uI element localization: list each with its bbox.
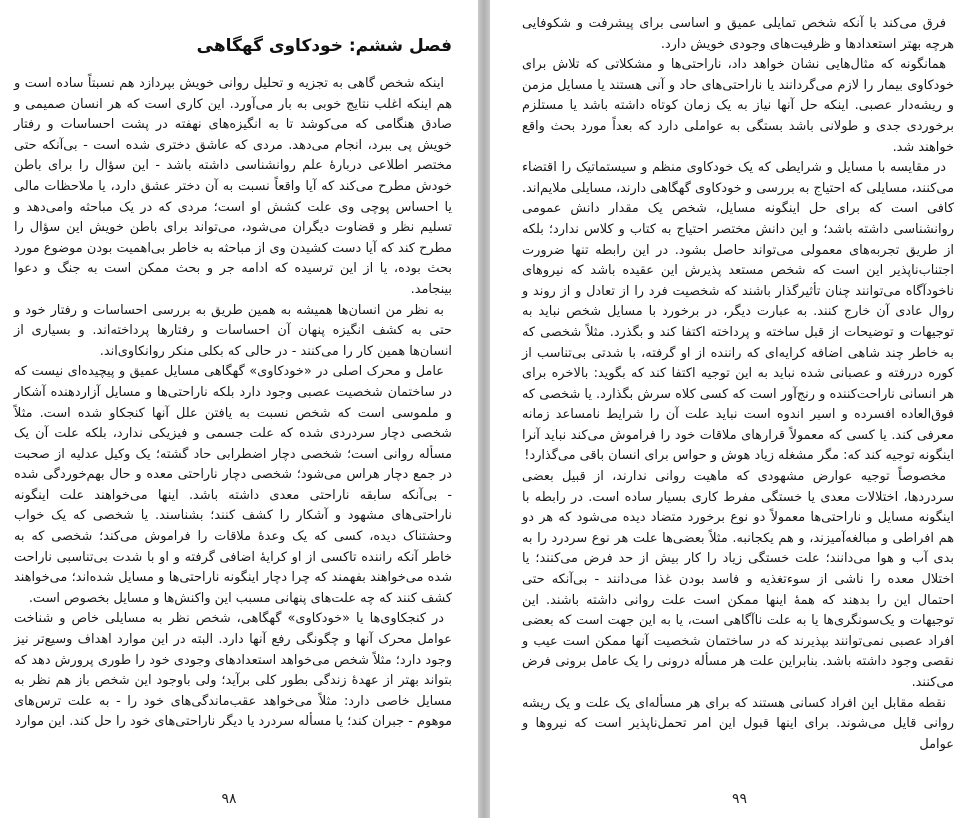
right-page-body xyxy=(522,14,954,755)
left-page-body xyxy=(14,74,452,733)
page-number-left: ۹۸ xyxy=(221,791,237,807)
chapter-title: فصل ششم: خودکاوی گهگاهی xyxy=(196,36,452,56)
paragraph: در مقایسه با مسایل و شرایطی که یک خودکاوی منظم و سیستماتیک را اقتضاء می‌کنند، مسایلی که احتیاج به بررسی و خودکاوی گهگاهی دارند، مسایلی ملایم‌اند. کافی است که برای حل اینگونه مسایل، شخص یک مقدار دانش عمومی روانشناسی داشته باشد؛ و این دانش مختصر احتیاج به کتاب و کلاس ندارد؛ بلکه از طریق تجربه‌های معمولی می‌تواند حاصل بشود. در این رابطه تنها ضرورت اجتناب‌ناپذیر این است که شخص مستعد پذیرش این عقیده باشد که نیروهای ناخودآگاه می‌توانند چنان تأثیرگذار باشند که شخصیت فرد را از تعادل و از روند و روال عادی آن خارج کنند. به عبارت دیگر، در برخورد با مسایل شخص نباید به توجیهات و توضیحات از قبل ساخته و پرداخته اکتفا کند و بگذرد. مثلاً شخصی که به خاطر چند شاهی اضافه کرایه‌ای که راننده از او گرفته، با شدتی بی‌تناسب از کوره دررفته و عصبانی شده نباید به این توجیه اکتفا کند که بگوید: بالاخره برای هر انسانی ناراحت‌کننده و رنج‌آور است که کسی کلاه سرش بگذارد. یا شخصی که فوق‌العاده افسرده و اسیر اندوه است نباید علت آن را شرایط نامساعد زمانه معرفی کند. یا کسی که معمولاً قرارهای ملاقات خود را فراموش می‌کند نباید آنرا اینگونه توجیه کند که: مگر مشغله زیاد هوش و حواس برای انسان باقی می‌گذارد! xyxy=(522,160,954,464)
paragraph: نقطه مقابل این افراد کسانی هستند که برای هر مسأله‌ای یک علت و یک ریشه روانی قایل می‌شوند. برای اینها قبول این امر تحمل‌ناپذیر است که نیروها و عوامل xyxy=(522,695,954,752)
paragraph: به نظر من انسان‌ها همیشه به همین طریق به بررسی احساسات و رفتار خود و حتی به کشف انگیزه پنهان آن احساسات و رفتارها پرداخته‌اند. و بسیاری از انسان‌ها همین کار را می‌کنند - در حالی که بکلی منکر روانکاوی‌اند. xyxy=(14,302,452,359)
book-gutter xyxy=(478,0,490,818)
paragraph: همانگونه که مثال‌هایی نشان خواهد داد، ناراحتی‌ها و مشکلاتی که تلاش برای خودکاوی بیمار را لازم می‌گردانند یا ناراحتی‌های حاد و آنی هستند یا مسایل مزمن و ریشه‌دار عصبی. اینکه حل آنها نیاز به یک زمان کوتاه داشته باشد یا مستلزم برخوردی جدی و طولانی باشد بستگی به عواملی دارد که بعداً مورد بحث واقع خواهند شد. xyxy=(522,57,954,155)
paragraph: فرق می‌کند با آنکه شخص تمایلی عمیق و اساسی برای پیشرفت و شکوفایی هرچه بهتر استعدادها و ظرفیت‌های وجودی خویش دارد. xyxy=(522,16,954,52)
left-page xyxy=(0,0,478,818)
paragraph: مخصوصاً توجیه عوارض مشهودی که ماهیت روانی ندارند، از قبیل بعضی سردردها، اختلالات معدی یا خستگی مفرط کاری بسیار ساده است. در رابطه با اینگونه مسایل و ناراحتی‌ها معمولاً دو نوع برخورد متضاد دیده می‌شود که هر دو هم افراطی و مبالغه‌آمیزند، و هم یکجانبه. مثلاً بعضی‌ها علت هر نوع سردرد را به بدی آب و هوا می‌دانند؛ علت خستگی زیاد را کار بیش از حد فرض می‌کنند؛ یا اختلال معده را ناشی از سوءتغذیه و فاسد بودن غذا می‌دانند - بی‌آنکه حتی احتمال این را بدهند که همهٔ اینها ممکن است علت روانی داشته باشند. این توجیهات و یک‌سونگری‌ها یا به علت ناآگاهی است، یا به این جهت است که بعضی افراد عصبی نمی‌توانند بپذیرند که در ساختمان شخصیت آنها ممکن است عیب و نقصی وجود داشته باشد. بنابراین علت هر مسأله درونی را یک عامل برونی فرض می‌کنند. xyxy=(522,469,954,690)
page-number-right: ۹۹ xyxy=(731,791,748,807)
paragraph: عامل و محرک اصلی در «خودکاوی» گهگاهی مسایل عمیق و پیچیده‌ای نیست که در ساختمان شخصیت عصبی وجود دارد بلکه ناراحتی‌ها و مسایل آزاردهنده آشکار و ملموسی است که شخص نسبت به یافتن علل آنها کنجکاو شده است. مثلاً شخصی دچار سردردی شده که علت جسمی و فیزیکی ندارد، بلکه علت آن یک مسأله روانی است؛ شخصی دچار اضطرابی حاد گشته؛ یک وکیل عدلیه از صحبت در جمع دچار هراس می‌شود؛ شخصی دچار ناراحتی معده و حال بهم‌خوردگی شده - بی‌آنکه سابقه ناراحتی معدی داشته باشد. اینها می‌خواهند علت اینگونه ناراحتی‌های مشهود و آشکار را کشف کنند؛ بشناسند. یا شخصی که یک خواب وحشتناک دیده، کسی که یک وعدهٔ ملاقات را فراموش می‌کند؛ شخصی که به خاطر آنکه راننده تاکسی از او کرایهٔ اضافی گرفته و او با شدت بی‌تناسبی ناراحت شده می‌خواهند بفهمند که چرا دچار اینگونه ناراحتی‌ها و مسایل شده‌اند؛ می‌خواهند کشف کنند که چه علت‌های پنهانی مسبب این واکنش‌ها و مسایل بخصوص است. xyxy=(14,364,452,606)
paragraph: در کنجکاوی‌ها یا «خودکاوی» گهگاهی، شخص نظر به مسایلی خاص و شناخت عوامل محرک آنها و چگونگی رفع آنها دارد. البته در این موارد اهداف وسیع‌تر نیز وجود دارد؛ مثلاً شخص می‌خواهد استعدادهای وجودی خود را طوری پرورش دهد که بتواند بهتر از عهدهٔ زندگی بطور کلی برآید؛ ولی باوجود این شخص باز هم نظر به مسایل خاصی دارد: مثلاً می‌خواهد عقب‌ماندگی‌های خود را - به علت ترس‌های موهوم - جبران کند؛ یا مسأله سردرد یا دیگر ناراحتی‌های خود را حل کند. این موارد xyxy=(14,611,452,730)
right-page xyxy=(490,0,969,818)
paragraph: اینکه شخص گاهی به تجزیه و تحلیل روانی خویش بپردازد هم نسبتاً ساده است و هم اینکه اغلب نتایج خوبی به بار می‌آورد. این کاری است که هر انسان صمیمی و صادق هنگامی که می‌کوشد تا به انگیزه‌های نهفته در پشت احساسات و رفتار خویش پی ببرد، انجام می‌دهد. مردی که عاشق دختری شده است - بی‌آنکه حتی مختصر اطلاعی دربارهٔ علم روانشناسی داشته باشد - این سؤال را برای باطن خودش مطرح می‌کند که آیا واقعاً نسبت به آن دختر عشق دارد، یا ملاحظات مالی یا احساس پوچی وی علت کشش او است؛ مردی که در یک مباحثه وامی‌دهد و تسلیم نظر و قضاوت دیگران می‌شود، می‌تواند برای باطن خویش این سؤال را مطرح کند که آیا دست کشیدن وی از مباحثه به خاطر بی‌اهمیت بودن موضوع مورد بحث بوده، یا از این ترسیده که ادامه جر و بحث ممکن است به جنگ و دعوا بینجامد. xyxy=(14,76,452,297)
